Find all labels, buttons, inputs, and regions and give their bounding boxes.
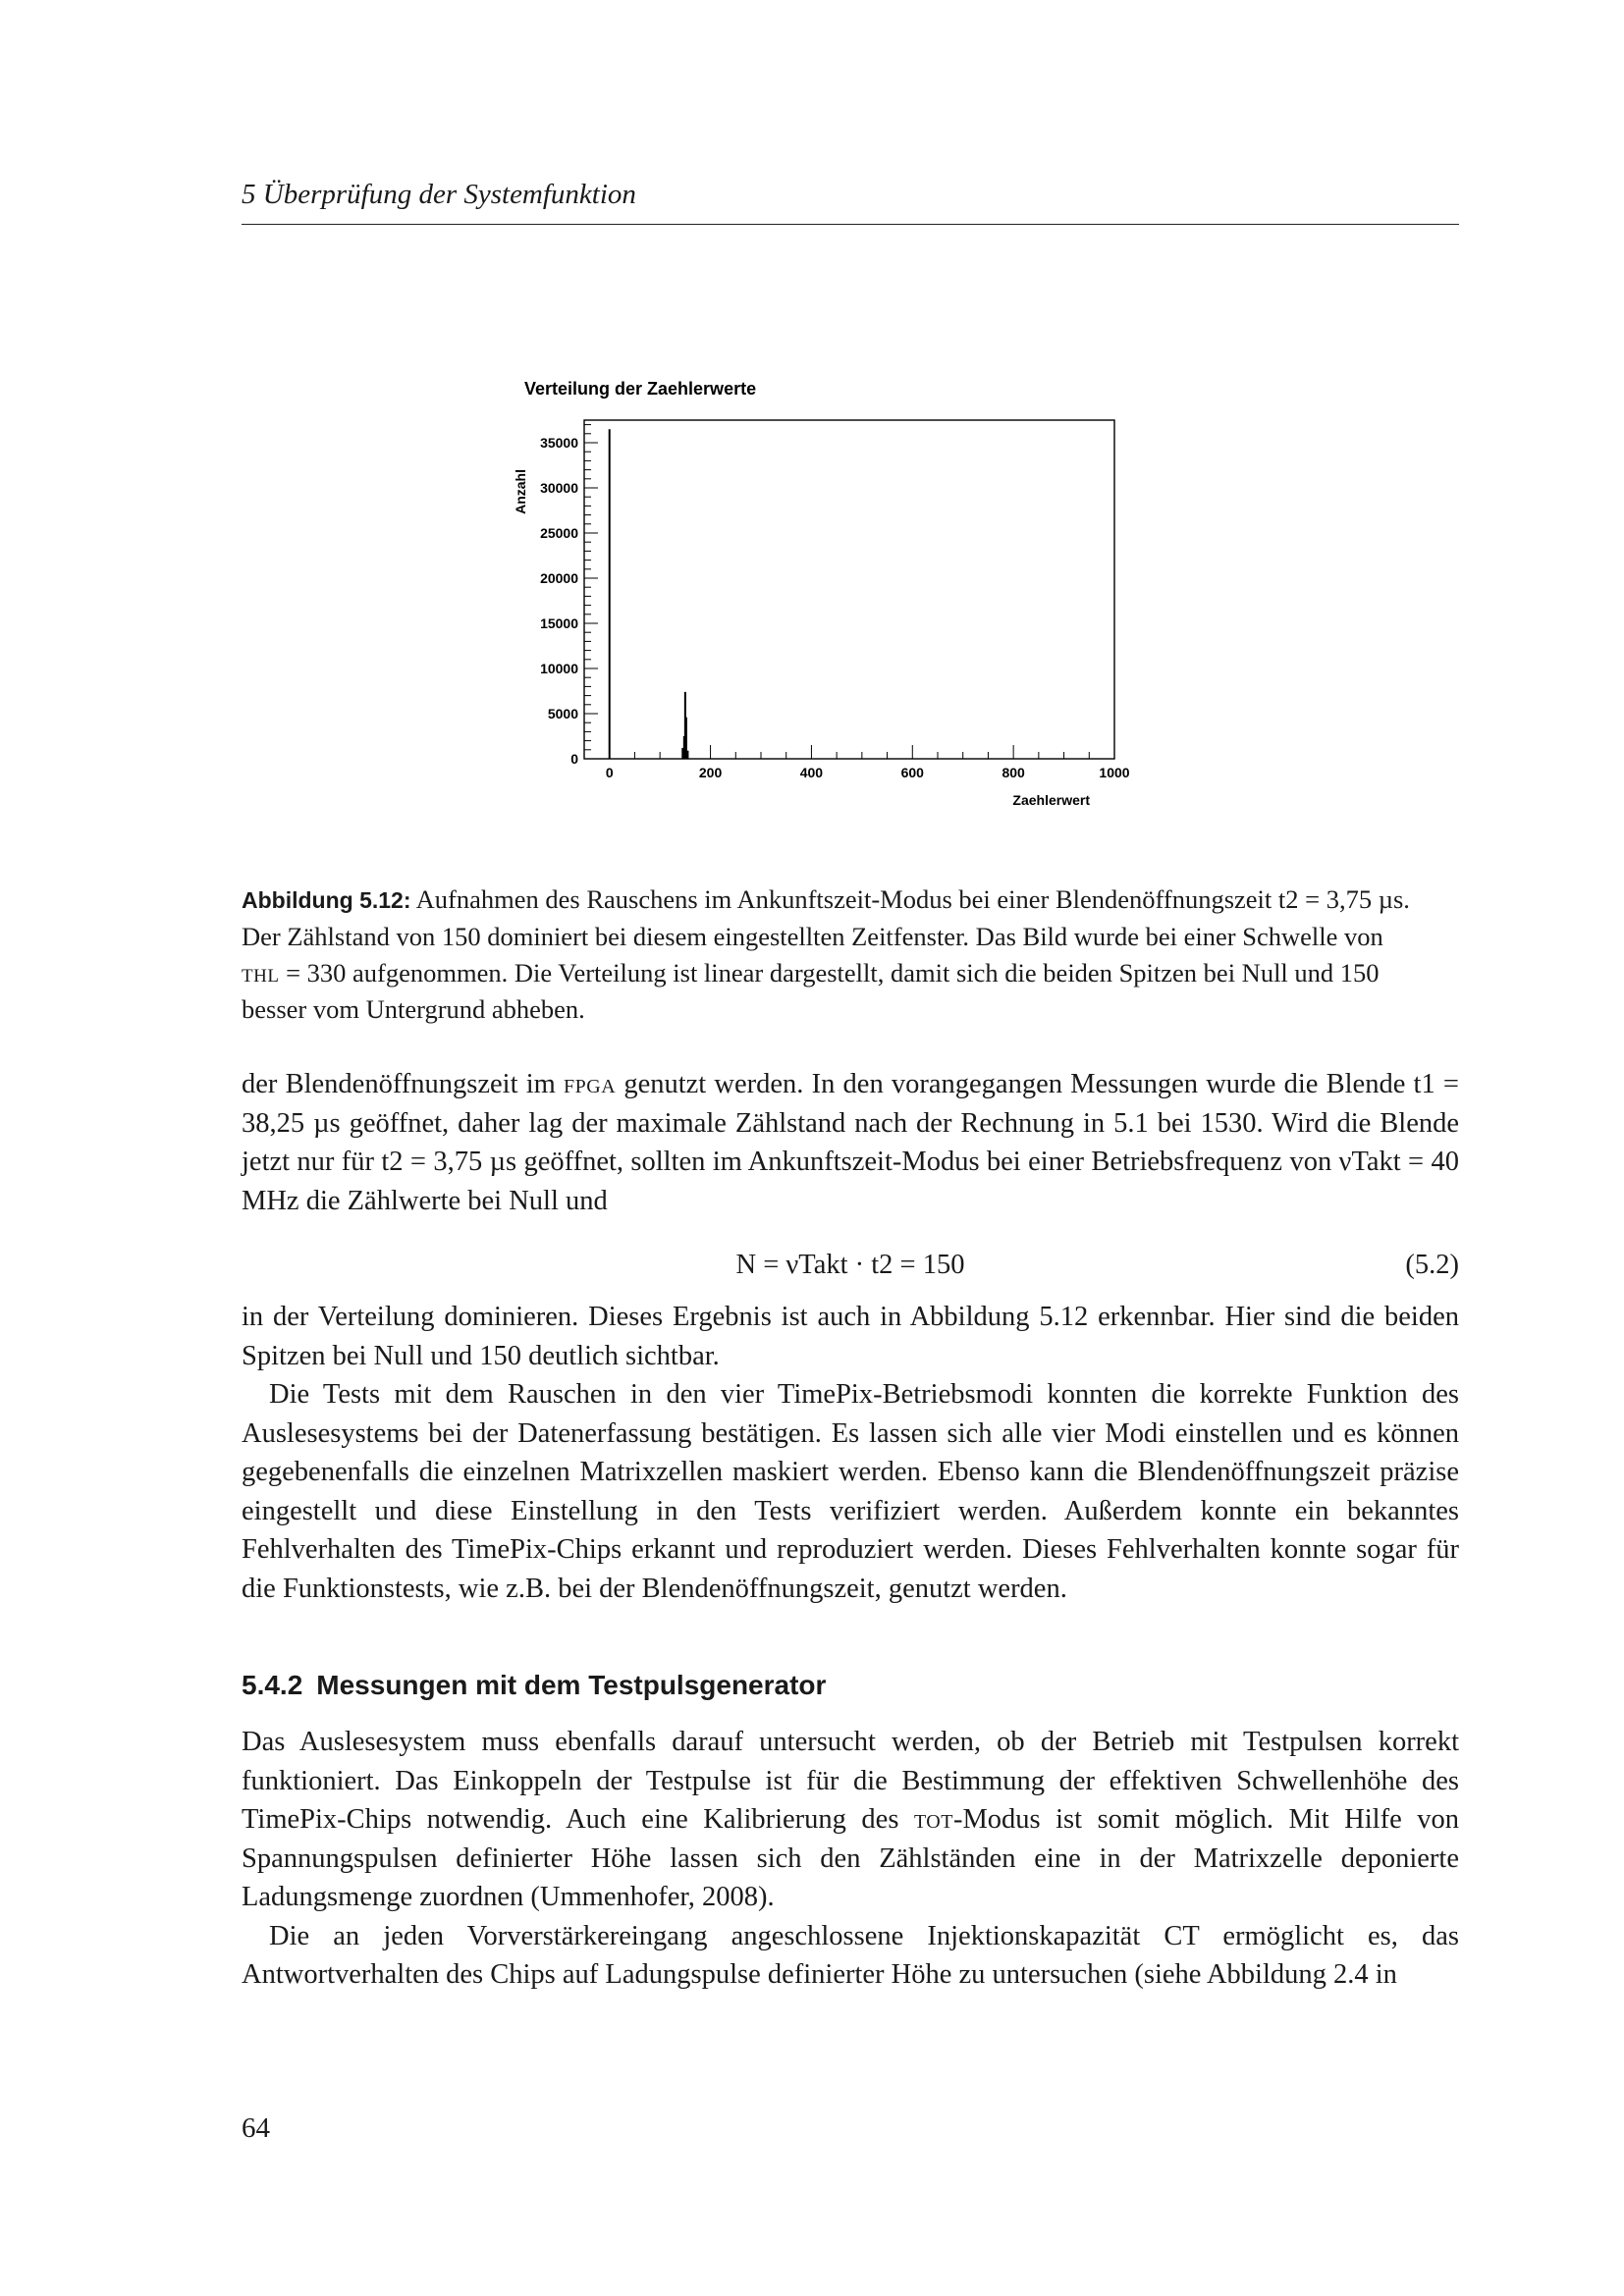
paragraph-1-part-1: der Blendenöffnungszeit im	[242, 1069, 564, 1099]
figure-caption	[242, 881, 1459, 1028]
x-tick-label: 1000	[1099, 765, 1130, 780]
x-axis-label: Zaehlerwert	[1012, 792, 1090, 808]
paragraph-1	[242, 1065, 1459, 1220]
y-axis-label: Anzahl	[513, 469, 528, 514]
x-tick-label: 0	[605, 765, 614, 780]
caption-line-2: Der Zählstand von 150 dominiert bei diesem eingestellten Zeitfenster. Das Bild wurde bei einer Schwelle von	[242, 922, 1383, 951]
caption-lead	[242, 881, 1459, 919]
caption-line-3	[242, 955, 1459, 991]
section-heading	[242, 1670, 826, 1701]
fpga-label: fpga	[564, 1069, 617, 1099]
x-tick-label: 800	[1001, 765, 1025, 780]
histogram-chart	[511, 373, 1130, 825]
paragraph-1-part-2: genutzt werden. In den vorangegangen Messungen wurde die Blende t1 = 38,25 µs geöffnet, daher lag der maximale Zählstand nach der Rechnung in 5.1 bei 1530. Wird die Blende jetzt nur für t2 = 3,75 µs geöffnet, sollten im Ankunftszeit-Modus bei einer Betriebsfrequenz von νTakt = 40 MHz die Zählwerte bei Null und	[242, 1069, 1459, 1216]
x-tick-label: 600	[900, 765, 924, 780]
paragraph-2	[242, 1298, 1459, 1608]
paragraph-4	[242, 1723, 1459, 1995]
paragraph-3: Die Tests mit dem Rauschen in den vier TimePix-Betriebsmodi konnten die korrekte Funktion des Auslesesystems bei der Datenerfassung bestätigen. Es lassen sich alle vier Modi einstellen und es können gegebenenfalls die einzelnen Matrixzellen maskiert werden. Ebenso kann die Blendenöffnungszeit präzise eingestellt und diese Einstellung in den Tests verifiziert werden. Außerdem konnte ein bekanntes Fehlverhalten des TimePix-Chips erkannt und reproduziert werden. Dieses Fehlverhalten konnte sogar für die Funktionstests, wie z.B. bei der Blendenöffnungszeit, genutzt werden.	[242, 1379, 1459, 1604]
y-tick-label: 25000	[540, 525, 578, 541]
y-tick-label: 30000	[540, 480, 578, 496]
equation-number: (5.2)	[1405, 1250, 1459, 1280]
equation-expression: N = νTakt · t2 = 150	[735, 1250, 965, 1280]
y-tick-label: 20000	[540, 570, 578, 586]
caption-line-4: besser vom Untergrund abheben.	[242, 994, 585, 1024]
tot-label: tot	[913, 1804, 953, 1835]
x-tick-label: 200	[698, 765, 723, 780]
header-rule	[242, 224, 1459, 225]
histogram-figure	[511, 373, 1130, 825]
caption-line-1: Aufnahmen des Rauschens im Ankunftszeit-Modus bei einer Blendenöffnungszeit t2 = 3,75 µs.	[415, 884, 1410, 914]
paragraph-2-text: in der Verteilung dominieren. Dieses Ergebnis ist auch in Abbildung 5.12 erkennbar. Hier sind die beiden Spitzen bei Null und 150 deutlich sichtbar.	[242, 1302, 1459, 1371]
y-tick-label: 35000	[540, 435, 578, 451]
paragraph-4-part-1: Das Auslesesystem muss ebenfalls darauf untersucht werden, ob der Betrieb mit Testpulsen korrekt funktioniert. Das Einkoppeln der Testpulse ist für die Bestimmung der effektiven Schwellenhöhe des TimePix-Chips notwendig. Auch eine Kalibrierung des	[242, 1727, 1459, 1835]
x-tick-label: 400	[799, 765, 824, 780]
paragraph-5: Die an jeden Vorverstärkereingang angeschlossene Injektionskapazität CT ermöglicht es, das Antwortverhalten des Chips auf Ladungspulse definierter Höhe zu untersuchen (siehe Abbildung 2.4 in	[242, 1920, 1459, 1990]
caption-label: Abbildung 5.12:	[242, 887, 411, 913]
paragraph-4-part-2: -Modus ist somit möglich. Mit Hilfe von Spannungspulsen definierter Höhe lassen sich den Zählständen eine in der Matrixzelle deponierte Ladungsmenge zuordnen (Ummenhofer, 2008).	[242, 1804, 1459, 1912]
chart-title: Verteilung der Zaehlerwerte	[524, 379, 757, 399]
y-tick-label: 10000	[540, 661, 578, 676]
y-tick-label: 15000	[540, 615, 578, 631]
y-tick-label: 5000	[547, 706, 578, 721]
page-number: 64	[242, 2112, 270, 2144]
section-number: 5.4.2	[242, 1670, 303, 1700]
plot-frame	[584, 420, 1114, 759]
equation-5-2	[242, 1250, 1459, 1289]
section-title: Messungen mit dem Testpulsgenerator	[316, 1670, 827, 1700]
running-head: 5 Überprüfung der Systemfunktion	[242, 179, 636, 210]
thl-label: thl	[242, 958, 280, 988]
caption-line-3-text: = 330 aufgenommen. Die Verteilung ist linear dargestellt, damit sich die beiden Spitzen bei Null und 150	[286, 958, 1380, 988]
y-tick-label: 0	[570, 751, 578, 767]
